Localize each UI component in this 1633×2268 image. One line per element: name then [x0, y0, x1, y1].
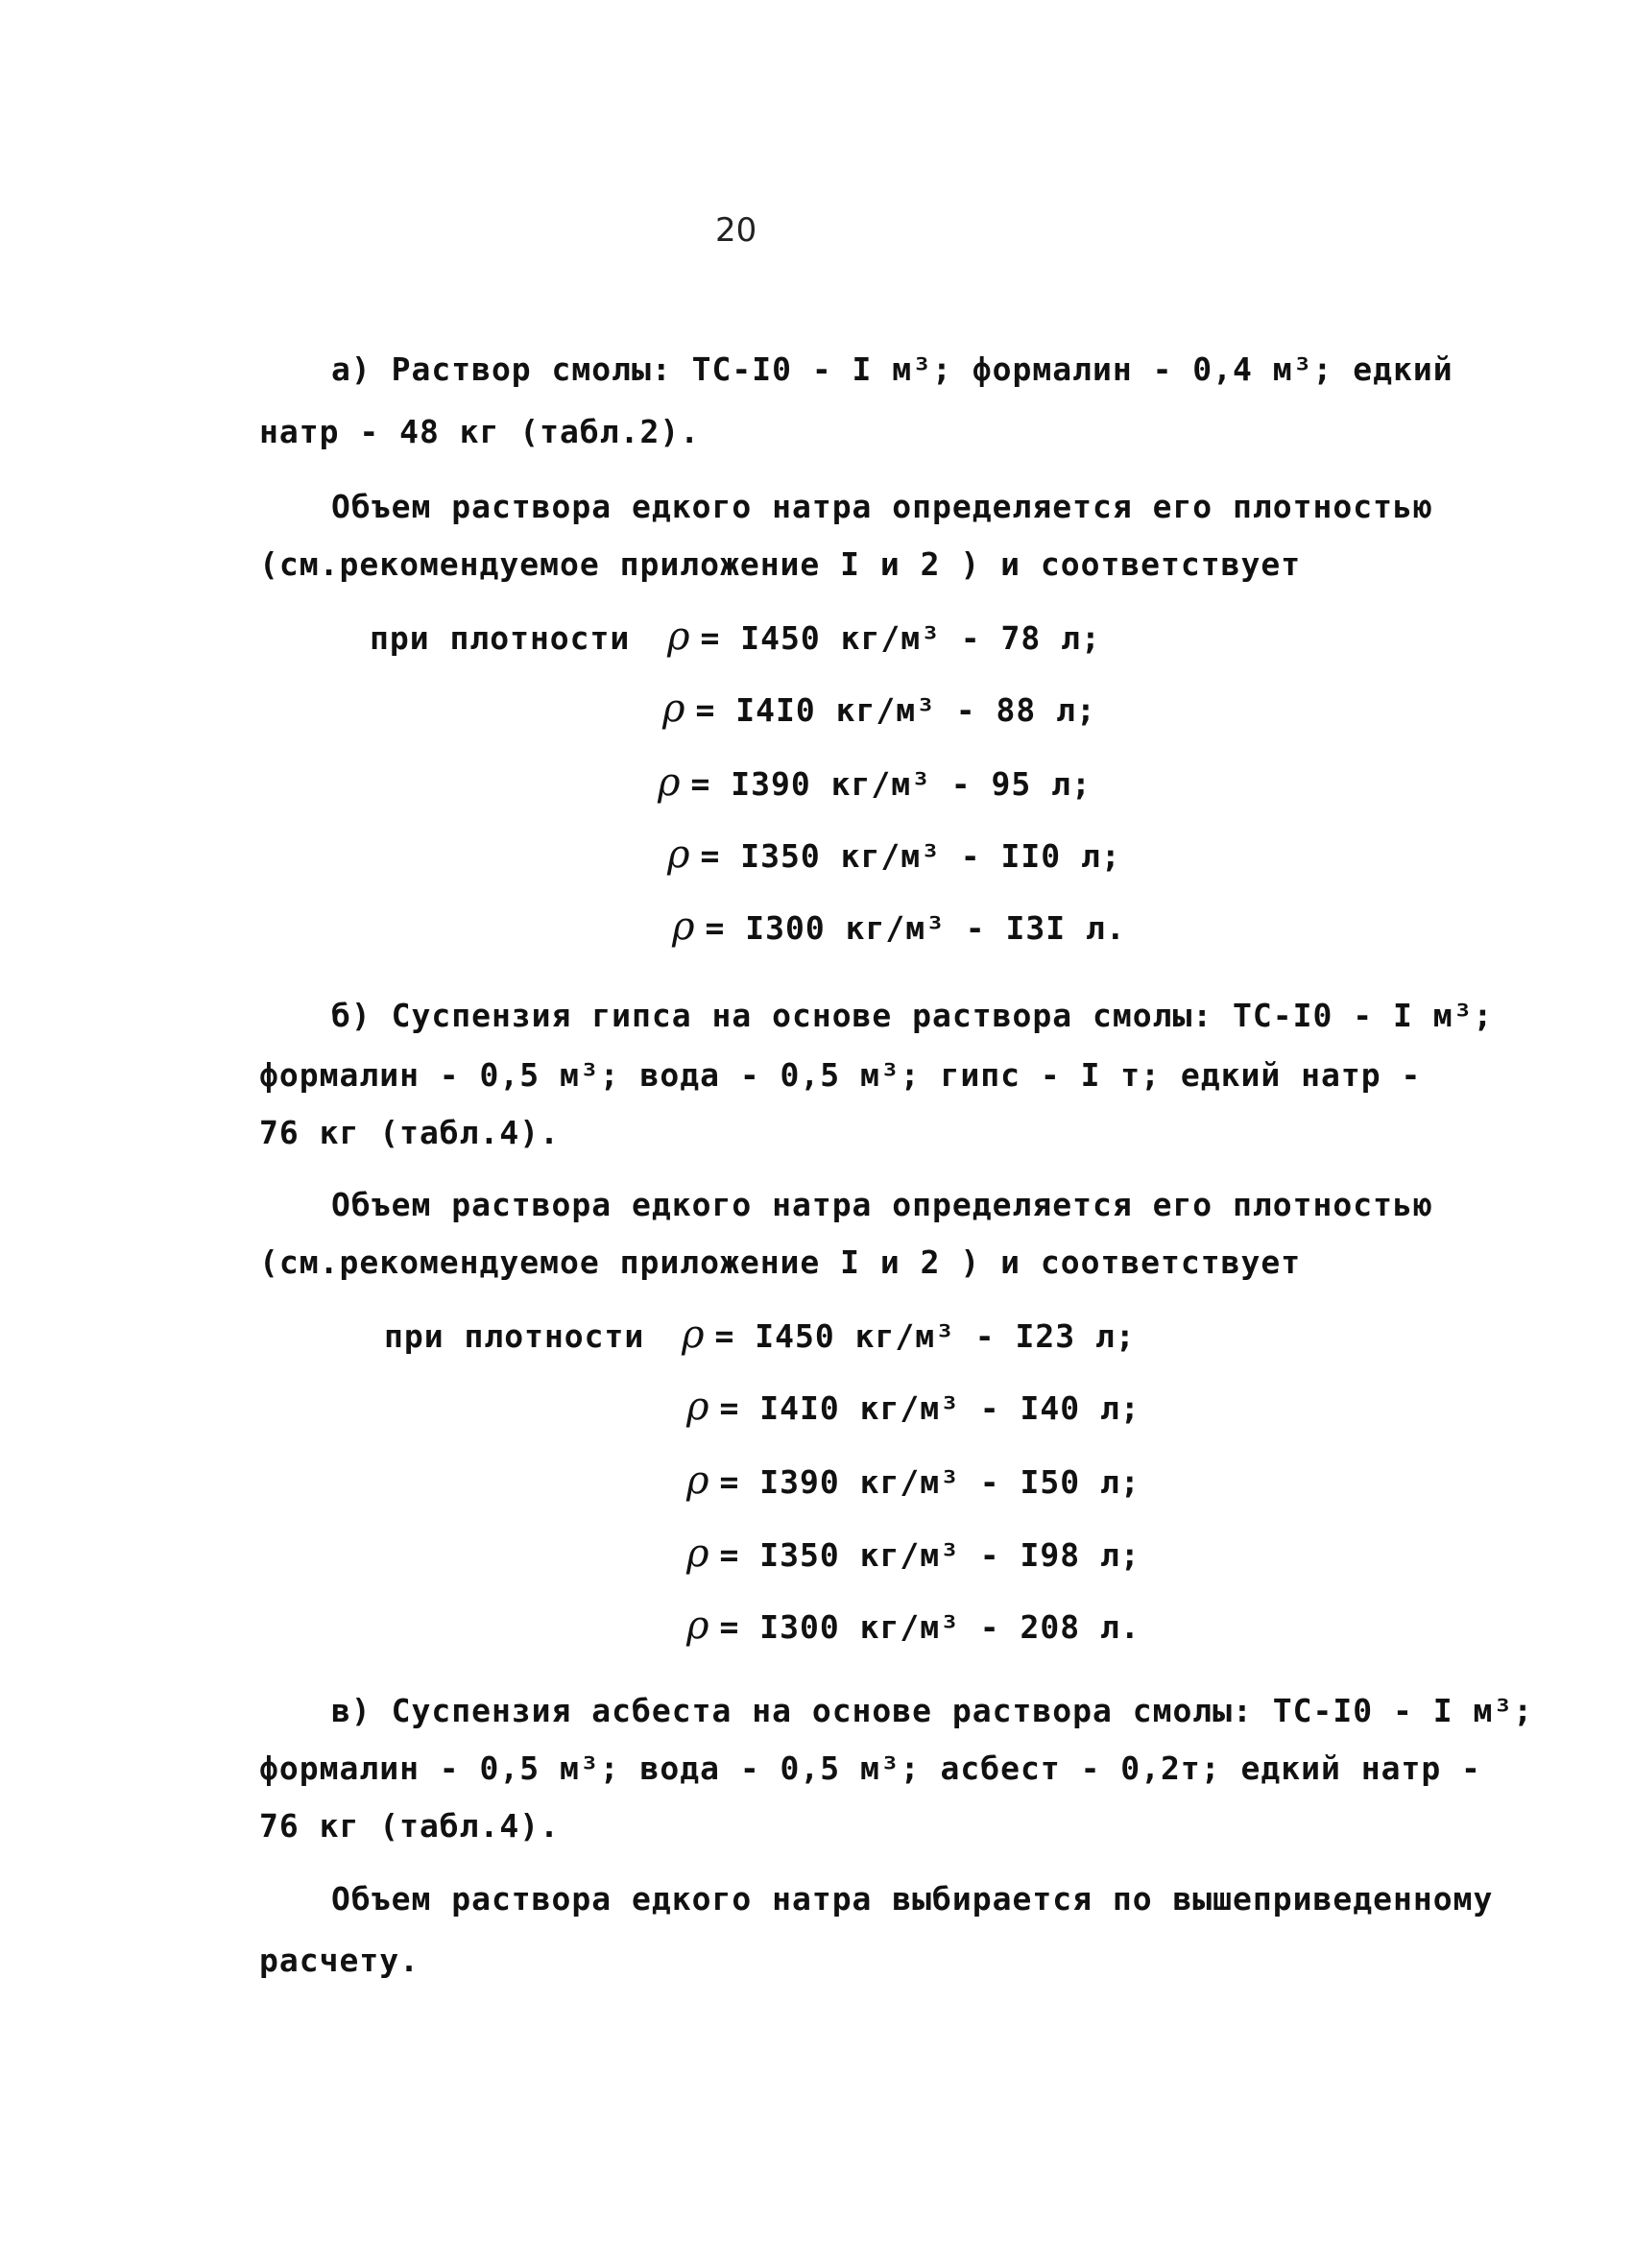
page-number: 20 — [715, 211, 757, 250]
section-c-volume-line-1: Объем раствора едкого натра выбирается по вышеприведенному — [331, 1880, 1494, 1918]
section-c-volume-line-2: расчету. — [259, 1942, 420, 1979]
rho-symbol: ρ — [686, 1604, 710, 1648]
section-b-density-row-1 — [682, 1315, 1136, 1356]
rho-symbol: ρ — [658, 760, 682, 805]
section-a-density-row-5 — [672, 907, 1126, 948]
section-a-line-2: натр - 48 кг (табл.2). — [259, 413, 701, 450]
density-value: = I390 кг/м³ - 95 л; — [690, 765, 1092, 803]
section-b-line-1: б) Суспензия гипса на основе раствора смолы: ТС-I0 - I м³; — [331, 997, 1494, 1034]
section-b-density-row-2 — [686, 1387, 1141, 1428]
rho-symbol: ρ — [667, 832, 691, 877]
rho-symbol: ρ — [686, 1532, 710, 1576]
section-b-density-row-3 — [686, 1461, 1141, 1502]
density-value: = I450 кг/м³ - I23 л; — [714, 1317, 1136, 1355]
section-a-density-label: при плотности — [370, 619, 631, 657]
section-c-line-3: 76 кг (табл.4). — [259, 1807, 561, 1845]
rho-symbol: ρ — [686, 1459, 710, 1503]
section-c-line-1: в) Суспензия асбеста на основе раствора смолы: ТС-I0 - I м³; — [331, 1692, 1534, 1729]
density-value: = I300 кг/м³ - I3I л. — [705, 909, 1126, 947]
rho-symbol: ρ — [662, 687, 686, 731]
density-value: = I390 кг/м³ - I50 л; — [719, 1463, 1141, 1501]
section-a-volume-line-1: Объем раствора едкого натра определяется его плотностью — [331, 488, 1433, 525]
section-b-density-row-5 — [686, 1606, 1141, 1647]
density-value: = I300 кг/м³ - 208 л. — [719, 1608, 1141, 1646]
section-b-volume-line-1: Объем раствора едкого натра определяется его плотностью — [331, 1186, 1433, 1223]
rho-symbol: ρ — [686, 1385, 710, 1429]
density-value: = I350 кг/м³ - II0 л; — [700, 837, 1121, 875]
section-a-density-row-4 — [667, 832, 1121, 877]
rho-symbol: ρ — [672, 905, 696, 949]
density-value: = I450 кг/м³ - 78 л; — [700, 619, 1101, 657]
section-a-volume-line-2: (см.рекомендуемое приложение I и 2 ) и соответствует — [259, 545, 1302, 583]
rho-symbol: ρ — [682, 1313, 706, 1357]
section-a-density-row-3 — [658, 760, 1092, 805]
section-b-line-3: 76 кг (табл.4). — [259, 1114, 561, 1151]
section-c-line-2: формалин - 0,5 м³; вода - 0,5 м³; асбест - 0,2т; едкий натр - — [259, 1749, 1481, 1787]
section-b-line-2: формалин - 0,5 м³; вода - 0,5 м³; гипс - I т; едкий натр - — [259, 1056, 1422, 1094]
rho-symbol: ρ — [667, 615, 691, 659]
density-value: = I350 кг/м³ - I98 л; — [719, 1536, 1141, 1574]
density-value: = I4I0 кг/м³ - 88 л; — [695, 691, 1096, 729]
density-value: = I4I0 кг/м³ - I40 л; — [719, 1389, 1141, 1427]
section-a-line-1: а) Раствор смолы: ТС-I0 - I м³; формалин - 0,4 м³; едкий — [331, 350, 1453, 388]
section-b-volume-line-2: (см.рекомендуемое приложение I и 2 ) и соответствует — [259, 1243, 1302, 1281]
section-a-density-row-1 — [667, 617, 1101, 658]
section-b-density-row-4 — [686, 1534, 1141, 1575]
section-b-density-label: при плотности — [384, 1317, 645, 1355]
section-a-density-row-2 — [662, 689, 1096, 730]
